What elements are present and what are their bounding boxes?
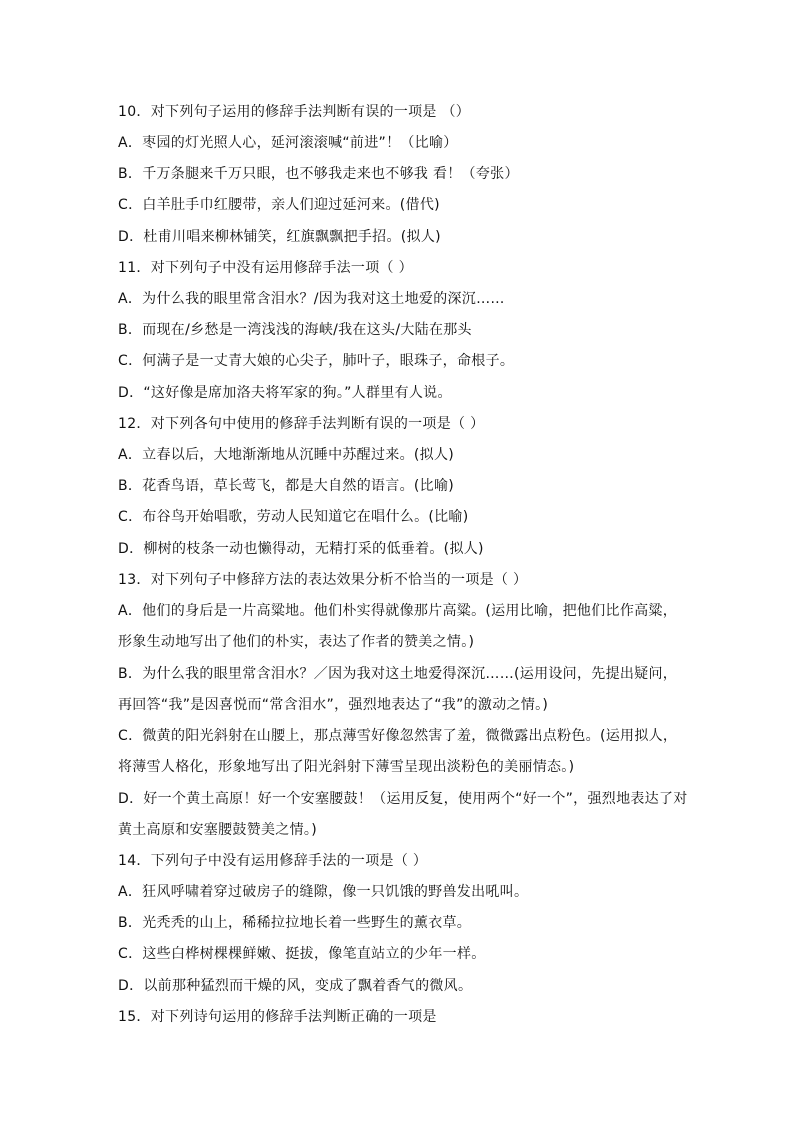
question-12-option-c: C．布谷鸟开始唱歌，劳动人民知道它在唱什么。(比喻) (118, 509, 469, 525)
question-11-option-a: A．为什么我的眼里常含泪水？/因为我对这土地爱的深沉…… (118, 291, 505, 307)
question-11-option-b: B．而现在/乡愁是一湾浅浅的海峡/我在这头/大陆在那头 (118, 322, 472, 338)
question-10-option-c: C．白羊肚手巾红腰带，亲人们迎过延河来。(借代) (118, 197, 440, 213)
question-12-option-a: A．立春以后，大地渐渐地从沉睡中苏醒过来。(拟人) (118, 447, 454, 463)
question-14-option-c: C．这些白桦树棵棵鲜嫩、挺拔，像笔直站立的少年一样。 (118, 946, 486, 962)
question-13-option-b-cont: 再回答“我”是因喜悦而“常含泪水”，强烈地表达了“我”的激动之情。) (118, 697, 549, 713)
question-13-option-b: B．为什么我的眼里常含泪水？／因为我对这土地爱得深沉……(运用设问，先提出疑问， (118, 666, 678, 682)
question-14-option-b: B．光秃秃的山上，稀稀拉拉地长着一些野生的薰衣草。 (118, 915, 472, 931)
question-13-option-c-cont: 将薄雪人格化，形象地写出了阳光斜射下薄雪呈现出淡粉色的美丽情态。) (118, 759, 575, 775)
question-13-option-a-cont: 形象生动地写出了他们的朴实，表达了作者的赞美之情。) (118, 634, 475, 650)
question-13-option-c: C．微黄的阳光斜射在山腰上，那点薄雪好像忽然害了羞，微微露出点粉色。(运用拟人， (118, 728, 678, 744)
question-12-option-d: D．柳树的枝条一动也懒得动，无精打采的低垂着。(拟人) (118, 541, 484, 557)
question-13-option-a: A．他们的身后是一片高粱地。他们朴实得就像那片高粱。(运用比喻，把他们比作高粱， (118, 603, 678, 619)
question-10-option-b: B．千万条腿来千万只眼，也不够我走来也不够我 看！（夸张） (118, 166, 519, 182)
question-11-stem: 11．对下列句子中没有运用修辞手法一项（ ） (118, 260, 413, 276)
question-10-stem: 10．对下列句子运用的修辞手法判断有误的一项是 （） (118, 104, 471, 120)
question-14-option-a: A．狂风呼啸着穿过破房子的缝隙，像一只饥饿的野兽发出吼叫。 (118, 884, 529, 900)
question-13-option-d: D．好一个黄土高原！好一个安塞腰鼓！（运用反复，使用两个“好一个”，强烈地表达了对 (118, 791, 688, 807)
question-15-stem: 15．对下列诗句运用的修辞手法判断正确的一项是 (118, 1009, 437, 1025)
question-12-option-b: B．花香鸟语，草长莺飞，都是大自然的语言。(比喻) (118, 478, 455, 494)
question-10-option-a: A．枣园的灯光照人心，延河滚滚喊“前进”！（比喻） (118, 135, 458, 151)
question-13-stem: 13．对下列句子中修辞方法的表达效果分析不恰当的一项是（ ） (118, 572, 528, 588)
question-14-option-d: D．以前那种猛烈而干燥的风，变成了飘着香气的微风。 (118, 978, 473, 994)
question-11-option-c: C．何满子是一丈青大娘的心尖子，肺叶子，眼珠子，命根子。 (118, 353, 515, 369)
question-12-stem: 12．对下列各句中使用的修辞手法判断有误的一项是（ ） (118, 416, 485, 432)
question-13-option-d-cont: 黄土高原和安塞腰鼓赞美之情。) (118, 822, 317, 838)
question-11-option-d: D．“这好像是席加洛夫将军家的狗。”人群里有人说。 (118, 385, 452, 401)
question-10-option-d: D．杜甫川唱来柳林铺笑，红旗飘飘把手招。(拟人) (118, 229, 441, 245)
question-14-stem: 14．下列句子中没有运用修辞手法的一项是（ ） (118, 853, 428, 869)
